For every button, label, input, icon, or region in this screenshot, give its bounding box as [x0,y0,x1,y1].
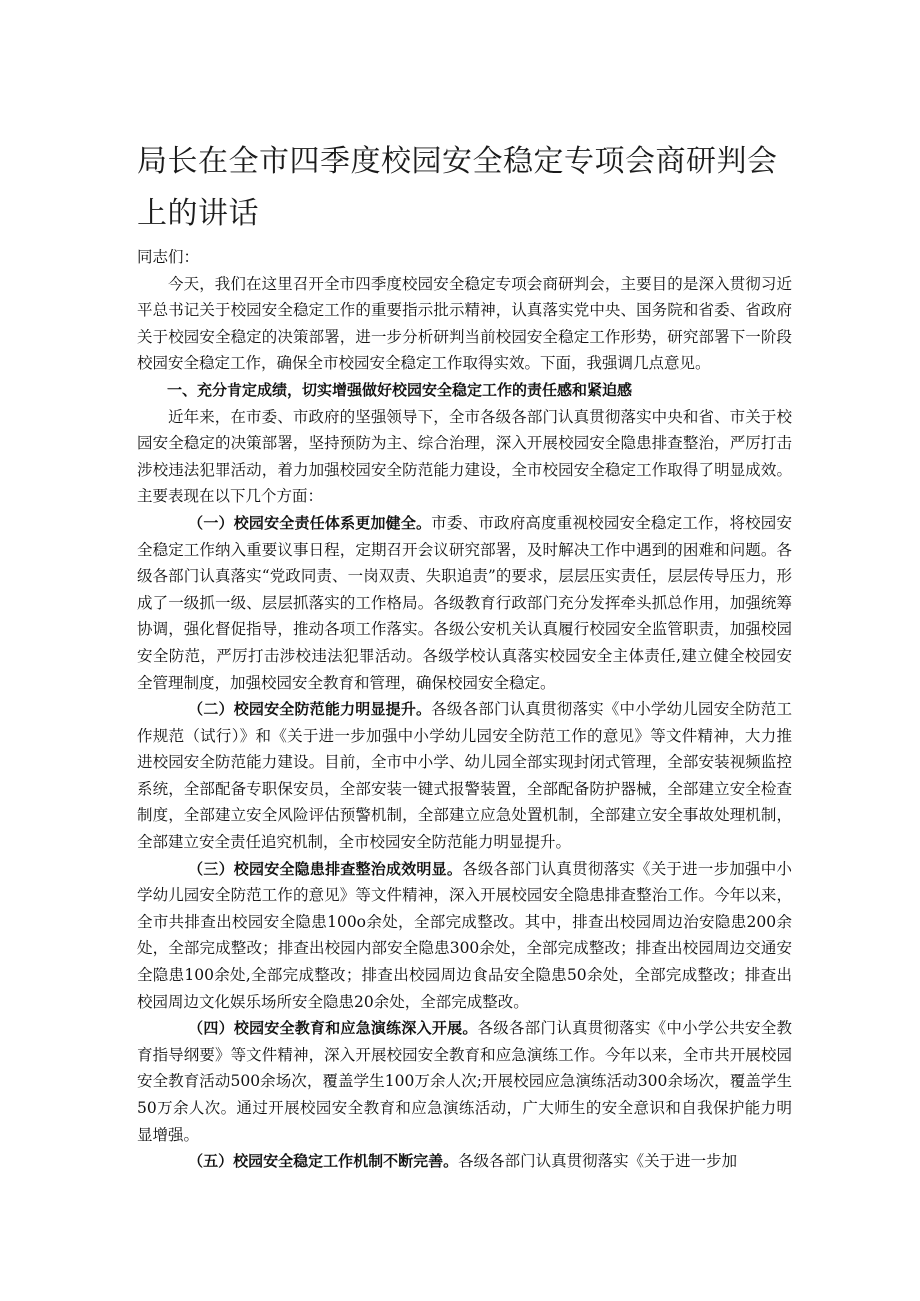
intro-paragraph: 今天，我们在这里召开全市四季度校园安全稳定专项会商研判会，主要目的是深入贯彻习近平总书记关于校园安全稳定工作的重要指示批示精神，认真落实党中央、国务院和省委、省政府关于校园安全稳定的决策部署，进一步分析研判当前校园安全稳定工作形势，研究部署下一阶段校园安全稳定工作，确保全市校园安全稳定工作取得实效。下面，我强调几点意见。 [137,274,792,373]
salutation: 同志们： [137,248,200,266]
point-title-4: （四）校园安全教育和应急演练深入开展。 [188,1019,478,1038]
document-title: 局长在全市四季度校园安全稳定专项会商研判会上的讲话 [137,144,778,231]
point-title-2: （二）校园安全防范能力明显提升。 [188,700,432,719]
point-paragraph-5 [137,1148,792,1175]
document-body [137,244,792,1175]
point-text-1: 市委、市政府高度重视校园安全稳定工作，将校园安全稳定工作纳入重要议事日程，定期召开会议研究部署，及时解决工作中遇到的困难和问题。各级各部门认真落实“党政同责、一岗双责、失职追责”的要求，层层压实责任，层层传导压力，形成了一级抓一级、层层抓落实的工作格局。各级教育行政部门充分发挥牵头抓总作用，加强统筹协调，强化督促指导，推动各项工作落实。各级公安机关认真履行校园安全监管职责，加强校园安全防范，严厉打击涉校违法犯罪活动。各级学校认真落实校园安全主体责任,建立健全校园安全管理制度，加强校园安全教育和管理，确保校园安全稳定。 [137,513,792,692]
point-title-5: （五）校园安全稳定工作机制不断完善。 [188,1152,459,1171]
section-intro-paragraph: 近年来，在市委、市政府的坚强领导下，全市各级各部门认真贯彻落实中央和省、市关于校园安全稳定的决策部署，坚持预防为主、综合治理，深入开展校园安全隐患排查整治，严厉打击涉校违法犯罪活动，着力加强校园安全防范能力建设，全市校园安全稳定工作取得了明显成效。主要表现在以下几个方面： [137,407,792,506]
point-paragraph-3 [137,856,792,1016]
point-paragraph-4 [137,1015,792,1148]
point-text-5: 各级各部门认真贯彻落实《关于进一步加 [458,1152,738,1171]
point-text-4: 各级各部门认真贯彻落实《中小学公共安全教育指导纲要》等文件精神，深入开展校园安全教育和应急演练工作。今年以来，全市共开展校园安全教育活动500余场次，覆盖学生100万余人次;开展校园应急演练活动300余场次，覆盖学生50万余人次。通过开展校园安全教育和应急演练活动，广大师生的安全意识和自我保护能力明显增强。 [137,1019,792,1144]
point-title-3: （三）校园安全隐患排查整治成效明显。 [188,859,463,878]
point-text-2: 各级各部门认真贯彻落实《中小学幼儿园安全防范工作规范（试行）》和《关于进一步加强中小学幼儿园安全防范工作的意见》等文件精神，大力推进校园安全防范能力建设。目前，全市中小学、幼儿园全部实现封闭式管理，全部安装视频监控系统，全部配备专职保安员，全部安装一键式报警装置，全部配备防护器械，全部建立安全检查制度，全部建立安全风险评估预警机制，全部建立应急处置机制，全部建立安全事故处理机制，全部建立安全责任追究机制，全市校园安全防范能力明显提升。 [137,700,792,852]
point-paragraph-1 [137,510,792,696]
point-title-1: （一）校园安全责任体系更加健全。 [188,513,432,532]
point-text-3: 各级各部门认真贯彻落实《关于进一步加强中小学幼儿园安全防范工作的意见》等文件精神，深入开展校园安全隐患排查整治工作。今年以来，全市共排查出校园安全隐患100o余处，全部完成整改。其中，排查出校园周边治安隐患200余处，全部完成整改；排查出校园内部安全隐患300余处，全部完成整改；排查出校园周边交通安全隐患100余处,全部完成整改；排查出校园周边食品安全隐患50余处，全部完成整改；排查出校园周边文化娱乐场所安全隐患20余处，全部完成整改。 [137,859,792,1011]
section-heading-1: 一、充分肯定成绩，切实增强做好校园安全稳定工作的责任感和紧迫感 [167,380,633,399]
point-paragraph-2 [137,696,792,856]
